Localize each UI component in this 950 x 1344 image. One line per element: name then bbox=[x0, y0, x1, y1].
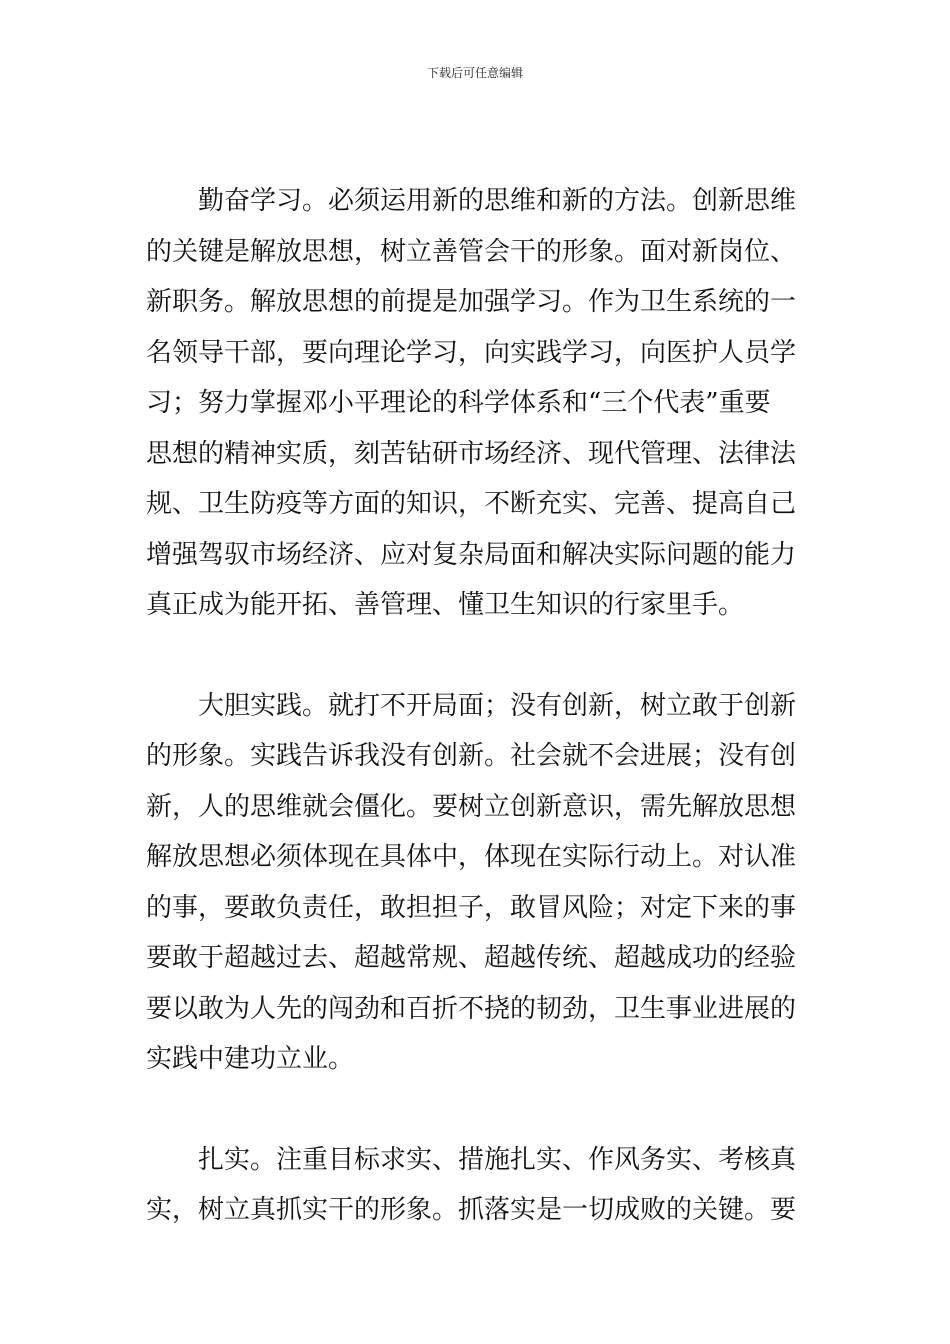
paragraph-line: 实践中建功立业。 bbox=[146, 1044, 355, 1074]
paragraph-line: 要以敢为人先的闯劲和百折不挠的韧劲，卫生事业进展的 bbox=[146, 993, 797, 1024]
paragraph-line: 名领导干部，要向理论学习，向实践学习，向医护人员学 bbox=[146, 337, 797, 368]
paragraph-line: 的关键是解放思想，树立善管会干的形象。面对新岗位、 bbox=[146, 236, 797, 267]
paragraph-line: 真正成为能开拓、善管理、懂卫生知识的行家里手。 bbox=[146, 590, 745, 620]
paragraph-solid bbox=[146, 1135, 808, 1236]
paragraph-line: 实，树立真抓实干的形象。抓落实是一切成败的关键。要 bbox=[146, 1195, 797, 1225]
paragraph-line: 大胆实践。就打不开局面；没有创新，树立敢于创新 bbox=[198, 690, 797, 721]
paragraph-line: 要敢于超越过去、超越常规、超越传统、超越成功的经验 bbox=[146, 943, 797, 973]
page-header-note: 下载后可任意编辑 bbox=[426, 66, 523, 80]
paragraph-line: 规、卫生防疫等方面的知识，不断充实、完善、提高自己 bbox=[146, 489, 797, 519]
paragraph-line: 的形象。实践告诉我没有创新。社会就不会进展；没有创 bbox=[146, 741, 797, 771]
paragraph-line: 扎实。注重目标求实、措施扎实、作风务实、考核真 bbox=[198, 1144, 797, 1175]
paragraph-line: 思想的精神实质，刻苦钻研市场经济、现代管理、法律法 bbox=[146, 438, 797, 469]
paragraph-study bbox=[146, 176, 808, 631]
document-body bbox=[146, 176, 808, 1236]
paragraph-line: 的事，要敢负责任，敢担担子，敢冒风险；对定下来的事 bbox=[146, 892, 797, 923]
paragraph-line: 新，人的思维就会僵化。要树立创新意识，需先解放思想 bbox=[146, 791, 797, 822]
paragraph-line: 习；努力掌握邓小平理论的科学体系和“三个代表”重要 bbox=[146, 388, 771, 418]
paragraph-line: 增强驾驭市场经济、应对复杂局面和解决实际问题的能力 bbox=[146, 539, 797, 570]
paragraph-practice bbox=[146, 681, 808, 1085]
paragraph-line: 勤奋学习。必须运用新的思维和新的方法。创新思维 bbox=[198, 186, 797, 216]
paragraph-line: 解放思想必须体现在具体中，体现在实际行动上。对认准 bbox=[146, 842, 797, 872]
paragraph-line: 新职务。解放思想的前提是加强学习。作为卫生系统的一 bbox=[146, 287, 797, 317]
